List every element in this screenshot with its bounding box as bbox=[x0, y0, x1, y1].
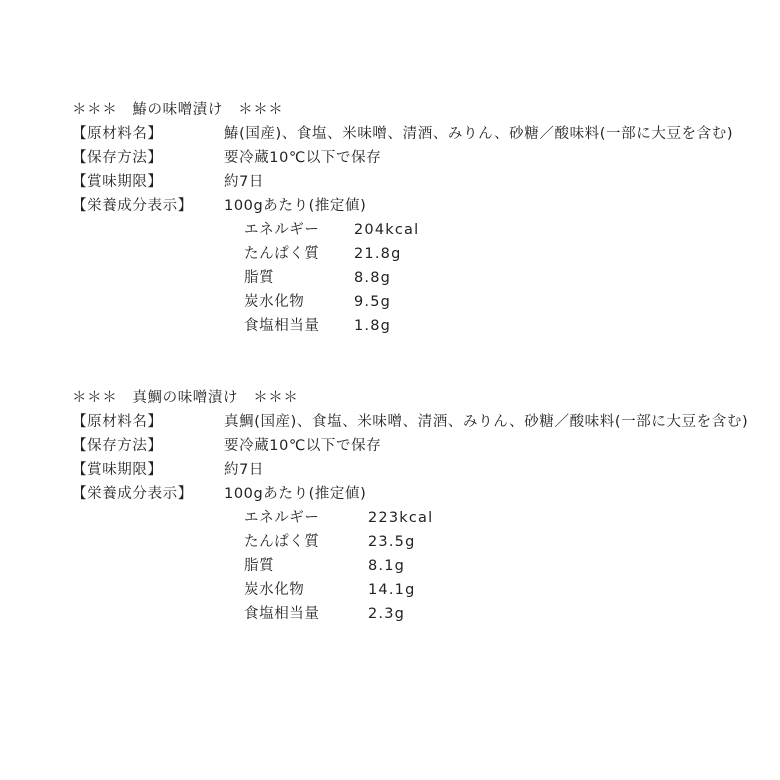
product-title: ＊＊＊ 鰆の味噌漬け ＊＊＊ bbox=[72, 102, 284, 118]
product-title-line bbox=[72, 386, 772, 410]
ingredients-value: 真鯛(国産)、食塩、米味噌、清酒、みりん、砂糖／酸味料(一部に大豆を含む) bbox=[224, 414, 749, 430]
nutrition-name: 脂質 bbox=[244, 558, 275, 574]
storage-row bbox=[72, 146, 772, 170]
nutrition-basis: 100gあたり(推定値) bbox=[224, 486, 367, 502]
product-title-line bbox=[72, 98, 772, 122]
nutrition-value: 14.1g bbox=[368, 582, 416, 598]
nutrition-row-protein bbox=[72, 242, 772, 266]
nutrition-name: エネルギー bbox=[244, 510, 320, 526]
nutrition-name: 食塩相当量 bbox=[244, 606, 320, 622]
nutrition-row-salt bbox=[72, 314, 772, 338]
nutrition-value: 23.5g bbox=[368, 534, 416, 550]
expiry-label: 【賞味期限】 bbox=[72, 462, 163, 478]
nutrition-label: 【栄養成分表示】 bbox=[72, 198, 193, 214]
nutrition-row-carbs bbox=[72, 290, 772, 314]
storage-value: 要冷蔵10℃以下で保存 bbox=[224, 150, 382, 166]
product-block-sawara bbox=[72, 98, 772, 338]
nutrition-name: たんぱく質 bbox=[244, 534, 320, 550]
ingredients-label: 【原材料名】 bbox=[72, 414, 163, 430]
ingredients-row bbox=[72, 410, 772, 434]
expiry-row bbox=[72, 170, 772, 194]
product-title: ＊＊＊ 真鯛の味噌漬け ＊＊＊ bbox=[72, 390, 299, 406]
nutrition-value: 8.8g bbox=[354, 270, 392, 286]
nutrition-header-row bbox=[72, 194, 772, 218]
nutrition-basis: 100gあたり(推定値) bbox=[224, 198, 367, 214]
nutrition-row-energy bbox=[72, 506, 772, 530]
nutrition-label: 【栄養成分表示】 bbox=[72, 486, 193, 502]
storage-value: 要冷蔵10℃以下で保存 bbox=[224, 438, 382, 454]
nutrition-header-row bbox=[72, 482, 772, 506]
nutrition-value: 2.3g bbox=[368, 606, 406, 622]
ingredients-value: 鰆(国産)、食塩、米味噌、清酒、みりん、砂糖／酸味料(一部に大豆を含む) bbox=[224, 126, 734, 142]
nutrition-name: エネルギー bbox=[244, 222, 320, 238]
nutrition-row-fat bbox=[72, 266, 772, 290]
expiry-row bbox=[72, 458, 772, 482]
nutrition-value: 204kcal bbox=[354, 222, 420, 238]
nutrition-name: 脂質 bbox=[244, 270, 275, 286]
nutrition-name: 炭水化物 bbox=[244, 294, 305, 310]
nutrition-row-fat bbox=[72, 554, 772, 578]
expiry-label: 【賞味期限】 bbox=[72, 174, 163, 190]
nutrition-value: 1.8g bbox=[354, 318, 392, 334]
nutrition-name: 炭水化物 bbox=[244, 582, 305, 598]
storage-row bbox=[72, 434, 772, 458]
expiry-value: 約7日 bbox=[224, 174, 265, 190]
nutrition-row-protein bbox=[72, 530, 772, 554]
nutrition-row-salt bbox=[72, 602, 772, 626]
storage-label: 【保存方法】 bbox=[72, 438, 163, 454]
nutrition-value: 21.8g bbox=[354, 246, 402, 262]
nutrition-value: 9.5g bbox=[354, 294, 392, 310]
ingredients-row bbox=[72, 122, 772, 146]
product-block-madai bbox=[72, 386, 772, 626]
nutrition-name: たんぱく質 bbox=[244, 246, 320, 262]
nutrition-value: 223kcal bbox=[368, 510, 434, 526]
ingredients-label: 【原材料名】 bbox=[72, 126, 163, 142]
nutrition-row-carbs bbox=[72, 578, 772, 602]
nutrition-row-energy bbox=[72, 218, 772, 242]
nutrition-name: 食塩相当量 bbox=[244, 318, 320, 334]
expiry-value: 約7日 bbox=[224, 462, 265, 478]
storage-label: 【保存方法】 bbox=[72, 150, 163, 166]
nutrition-value: 8.1g bbox=[368, 558, 406, 574]
